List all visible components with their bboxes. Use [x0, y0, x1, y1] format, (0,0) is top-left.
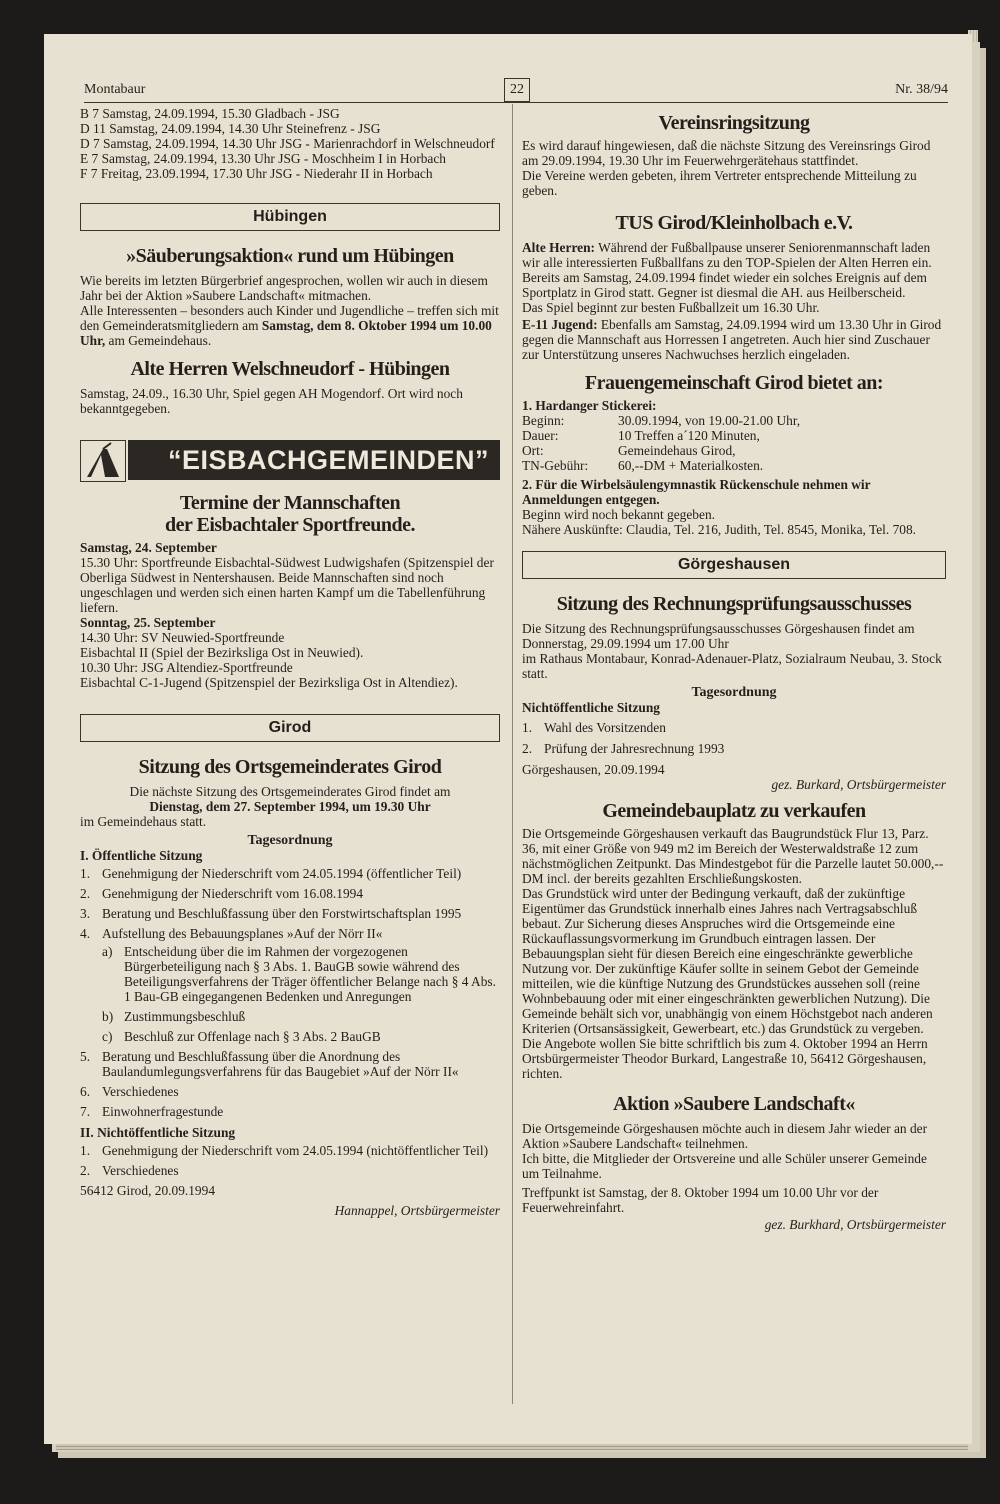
info-key: TN-Gebühr:	[522, 458, 589, 473]
page-number: 22	[504, 78, 530, 102]
info-value: 30.09.1994, von 19.00-21.00 Uhr,	[618, 413, 801, 428]
paragraph: Treffpunkt ist Samstag, der 8. Oktober 1994 um 10.00 Uhr vor der Feuerwehreinfahrt.	[522, 1185, 879, 1215]
item-number: 1.	[80, 866, 91, 881]
item-text: Verschiedenes	[102, 1163, 179, 1178]
item-letter: a)	[102, 944, 113, 959]
item-number: 7.	[80, 1104, 91, 1119]
agenda-subitem	[80, 944, 500, 1004]
column-rule	[512, 104, 513, 1404]
agenda-item	[80, 1049, 500, 1079]
fixture-line: F 7 Freitag, 23.09.1994, 17.30 Uhr JSG - Niederahr II in Horbach	[80, 166, 433, 181]
left-column	[80, 106, 500, 1218]
item-text: Genehmigung der Niederschrift vom 16.08.1994	[102, 886, 364, 901]
offer-heading: 2. Für die Wirbelsäulengymnastik Rückenschule nehmen wir Anmeldungen entgegen.	[522, 477, 871, 507]
ski-jump-logo-icon	[80, 440, 126, 482]
item-text: Prüfung der Jahresrechnung 1993	[544, 741, 725, 756]
date-heading: Samstag, 24. September	[80, 540, 217, 555]
text-span: Während der Fußballpause unserer Seniorenmannschaft laden wir alle interessierten Fußballfans zu den TOP-Spielen der Alten Herren ein. Bereits am Samstag, 24.09.1994 findet wieder ein solches Ereignis auf dem Sportplatz in Girod statt. Gegner ist diesmal die AH. aus Heilberscheid.	[522, 240, 932, 300]
agenda-subitem	[80, 1029, 500, 1044]
header-town: Montabaur	[84, 82, 146, 97]
item-letter: c)	[102, 1029, 113, 1044]
eisbach-banner-title: “EISBACHGEMEINDEN”	[128, 440, 500, 480]
agenda-item	[80, 1163, 500, 1178]
paragraph: Beginn wird noch bekannt gegeben.	[522, 507, 715, 522]
item-text: Wahl des Vorsitzenden	[544, 720, 666, 735]
info-row	[522, 428, 946, 443]
item-text: Einwohnerfragestunde	[102, 1104, 224, 1119]
headline-termine-2: der Eisbachtaler Sportfreunde.	[164, 514, 415, 536]
lead-label: Alte Herren:	[522, 240, 595, 255]
item-text: Aufstellung des Bebauungsplanes »Auf der Nörr II«	[102, 926, 383, 941]
date-heading: Sonntag, 25. September	[80, 615, 216, 630]
headline-saeuberung: »Säuberungsaktion« rund um Hübingen	[126, 245, 454, 267]
eisbach-banner	[80, 440, 500, 480]
agenda-item	[80, 906, 500, 921]
text-span: am Gemeindehaus.	[105, 333, 212, 348]
item-text: Verschiedenes	[102, 1084, 179, 1099]
paragraph	[80, 303, 500, 348]
paragraph: Nähere Auskünfte: Claudia, Tel. 216, Judith, Tel. 8545, Monika, Tel. 708.	[522, 522, 917, 537]
page-stack-edge	[56, 1444, 968, 1450]
schedule-line: 10.30 Uhr: JSG Altendiez-Sportfreunde	[80, 660, 293, 675]
item-text: Beschluß zur Offenlage nach § 3 Abs. 2 BauGB	[124, 1029, 381, 1044]
paragraph: im Gemeindehaus statt.	[80, 814, 207, 829]
headline-alte-herren: Alte Herren Welschneudorf - Hübingen	[130, 358, 450, 380]
headline-vereinsring: Vereinsringsitzung	[658, 112, 810, 134]
headline-tus: TUS Girod/Kleinholbach e.V.	[615, 212, 853, 234]
paragraph: 15.30 Uhr: Sportfreunde Eisbachtal-Südwest Ludwigshafen (Spitzenspiel der Oberliga Südwest in Nentershausen. Beide Mannschaften sind noch ungeschlagen und werden sich einen harten Kampf um die Tabellenführung liefern.	[80, 555, 494, 615]
headline-bauplatz: Gemeindebauplatz zu verkaufen	[602, 800, 866, 822]
info-value: 10 Treffen a´120 Minuten,	[618, 428, 760, 443]
place-date: 56412 Girod, 20.09.1994	[80, 1183, 216, 1198]
item-number: 4.	[80, 926, 91, 941]
agenda-item	[80, 1104, 500, 1119]
agenda-item	[80, 1084, 500, 1099]
fixture-line: D 11 Samstag, 24.09.1994, 14.30 Uhr Steinefrenz - JSG	[80, 121, 381, 136]
info-key: Dauer:	[522, 428, 559, 443]
headline-frauen: Frauengemeinschaft Girod bietet an:	[584, 372, 884, 394]
item-text: Zustimmungsbeschluß	[124, 1009, 246, 1024]
agenda-item	[522, 720, 946, 735]
section-box-huebingen: Hübingen	[80, 203, 500, 231]
section-box-girod: Girod	[80, 714, 500, 742]
offer-heading: 1. Hardanger Stickerei:	[522, 398, 657, 413]
paragraph	[522, 317, 946, 362]
item-number: 2.	[522, 741, 533, 756]
meeting-date: Dienstag, dem 27. September 1994, um 19.30 Uhr	[149, 799, 431, 814]
agenda-item	[80, 926, 500, 941]
paragraph: Die Vereine werden gebeten, ihrem Vertreter entsprechende Mitteilung zu geben.	[522, 168, 917, 198]
item-number: 2.	[80, 1163, 91, 1178]
paragraph: im Rathaus Montabaur, Konrad-Adenauer-Platz, Sozialraum Neubau, 3. Stock statt.	[522, 651, 942, 681]
paragraph: Donnerstag, 29.09.1994 um 17.00 Uhr	[522, 636, 729, 651]
fixture-line: E 7 Samstag, 24.09.1994, 13.30 Uhr JSG - Moschheim I in Horbach	[80, 151, 446, 166]
info-row	[522, 443, 946, 458]
page-header	[84, 80, 948, 103]
agenda-section: I. Öffentliche Sitzung	[80, 848, 203, 863]
paragraph: Die Ortsgemeinde Görgeshausen verkauft das Baugrundstück Flur 13, Parz. 36, mit einer Größe von 949 m2 im Bereich der Westerwaldstraße 12 zum nächstmöglichen Zeitpunkt. Das Mindestgebot für die Parzelle lautet 50.000,--DM incl. der bereits gezahlten Erschließungskosten.	[522, 826, 944, 886]
paragraph: Wie bereits im letzten Bürgerbrief angesprochen, wollen wir auch in diesem Jahr bei der Aktion »Saubere Landschaft« mitmachen.	[80, 273, 488, 303]
item-number: 3.	[80, 906, 91, 921]
agenda-item	[522, 741, 946, 756]
signature: gez. Burkard, Ortsbürgermeister	[771, 777, 946, 792]
paragraph: Ich bitte, die Mitglieder der Ortsvereine und alle Schüler unserer Gemeinde um Teilnahme.	[522, 1151, 927, 1181]
agenda-item	[80, 1143, 500, 1158]
date-highlight: Samstag, dem 8. Oktober 1994 um 10.00 Uhr,	[80, 318, 492, 348]
item-letter: b)	[102, 1009, 114, 1024]
headline-termine: Termine der Mannschaften	[179, 492, 401, 514]
agenda-subitem	[80, 1009, 500, 1024]
text-span: Ebenfalls am Samstag, 24.09.1994 wird um 13.30 Uhr in Girod gegen die Mannschaft aus Horressen I angetreten. Auch hier sind Zuschauer zur Unterstützung unseres Nachwuchses herzlich eingeladen.	[522, 317, 942, 362]
item-number: 6.	[80, 1084, 91, 1099]
item-number: 1.	[522, 720, 533, 735]
place-date: Görgeshausen, 20.09.1994	[522, 762, 665, 777]
info-row	[522, 413, 946, 428]
item-text: Beratung und Beschlußfassung über den Forstwirtschaftsplan 1995	[102, 906, 462, 921]
paragraph: Das Spiel beginnt zur besten Fußballzeit um 16.30 Uhr.	[522, 300, 820, 315]
agenda-section: Nichtöffentliche Sitzung	[522, 700, 660, 715]
info-value: Gemeindehaus Girod,	[618, 443, 736, 458]
info-value: 60,--DM + Materialkosten.	[618, 458, 764, 473]
info-key: Ort:	[522, 443, 544, 458]
agenda-item	[80, 886, 500, 901]
paragraph: Es wird darauf hingewiesen, daß die nächste Sitzung des Vereinsrings Girod am 29.09.1994, 19.30 Uhr im Feuerwehrgerätehaus stattfindet.	[522, 138, 931, 168]
schedule-line: 14.30 Uhr: SV Neuwied-Sportfreunde	[80, 630, 285, 645]
item-text: Genehmigung der Niederschrift vom 24.05.1994 (nichtöffentlicher Teil)	[102, 1143, 489, 1158]
fixtures-list	[80, 106, 500, 181]
paragraph	[522, 240, 946, 300]
info-row	[522, 458, 946, 473]
lead-label: E-11 Jugend:	[522, 317, 598, 332]
item-number: 2.	[80, 886, 91, 901]
signature: Hannappel, Ortsbürgermeister	[334, 1203, 500, 1218]
schedule-line: Eisbachtal II (Spiel der Bezirksliga Ost in Neuwied).	[80, 645, 364, 660]
info-key: Beginn:	[522, 413, 565, 428]
agenda-section: II. Nichtöffentliche Sitzung	[80, 1125, 236, 1140]
text-span: Alle Interessenten – besonders auch Kinder und Jugendliche – treffen sich mit den Gemeinderatsmitgliedern am	[80, 303, 499, 333]
paragraph: Die Ortsgemeinde Görgeshausen möchte auch in diesem Jahr wieder an der Aktion »Saubere Landschaft« teilnehmen.	[522, 1121, 928, 1151]
header-issue: Nr. 38/94	[895, 82, 948, 97]
paragraph: Die Sitzung des Rechnungsprüfungsausschusses Görgeshausen findet am	[522, 621, 915, 636]
right-column	[522, 106, 946, 1232]
headline-sitzung-girod: Sitzung des Ortsgemeinderates Girod	[138, 756, 442, 778]
item-number: 5.	[80, 1049, 91, 1064]
item-text: Beratung und Beschlußfassung über die Anordnung des Baulandumlegungsverfahrens für das Baugebiet »Auf der Nörr II«	[102, 1049, 459, 1079]
fixture-line: B 7 Samstag, 24.09.1994, 15.30 Gladbach - JSG	[80, 106, 340, 121]
section-box-goergeshausen: Görgeshausen	[522, 551, 946, 579]
headline-aktion: Aktion »Saubere Landschaft«	[613, 1093, 855, 1115]
item-text: Entscheidung über die im Rahmen der vorgezogenen Bürgerbeteiligung nach § 3 Abs. 1. BauGB sowie während des Beteiligungsverfahrens der Träger öffentlicher Belange nach § 4 Abs. 1 Bau-GB eingegangenen Bedenken und Anregungen	[124, 944, 496, 1004]
agenda-heading: Tagesordnung	[691, 685, 777, 700]
headline-rechnung: Sitzung des Rechnungsprüfungsausschusses	[556, 593, 912, 615]
agenda-heading: Tagesordnung	[247, 833, 333, 848]
signature: gez. Burkhard, Ortsbürgermeister	[764, 1217, 946, 1232]
paragraph: Samstag, 24.09., 16.30 Uhr, Spiel gegen AH Mogendorf. Ort wird noch bekanntgegeben.	[80, 386, 463, 416]
item-number: 1.	[80, 1143, 91, 1158]
item-text: Genehmigung der Niederschrift vom 24.05.1994 (öffentlicher Teil)	[102, 866, 462, 881]
schedule-line: Eisbachtal C-1-Jugend (Spitzenspiel der Bezirksliga Ost in Altendiez).	[80, 675, 458, 690]
paragraph: Das Grundstück wird unter der Bedingung verkauft, daß der zukünftige Eigentümer das Grundstück innerhalb eines Jahres nach Vertragsabschluß bebaut. Zur Sicherung dieses Anspruches wird die Ortsgemeinde eine Rückauflassungsvormerkung im Grundbuch eintragen lassen. Der Bebauungsplan sieht für diesen Bereich eine eingeschränkte gewerbliche Nutzung vor. Der zukünftige Käufer sollte in seinem Gebot der Gemeinde mitteilen, wie die künftige Nutzung des Grundstückes aussehen soll (reine Wohnbebauung oder mit einer eingeschränkten gewerblichen Nutzung). Die Gemeinde behält sich vor, unabhängig von einem Höchstgebot nach anderen Kriterien (Ortsansässigkeit, Gewerbeart, etc.) das Grundstück zu vergeben. Die Angebote wollen Sie bitte schriftlich bis zum 4. Oktober 1994 an Herrn Ortsbürgermeister Theodor Burkard, Langestraße 10, 56412 Görgeshausen, richten.	[522, 886, 933, 1081]
fixture-line: D 7 Samstag, 24.09.1994, 14.30 Uhr JSG - Marienrachdorf in Welschneudorf	[80, 136, 495, 151]
paragraph: Die nächste Sitzung des Ortsgemeinderates Girod findet am	[129, 784, 451, 799]
agenda-item	[80, 866, 500, 881]
